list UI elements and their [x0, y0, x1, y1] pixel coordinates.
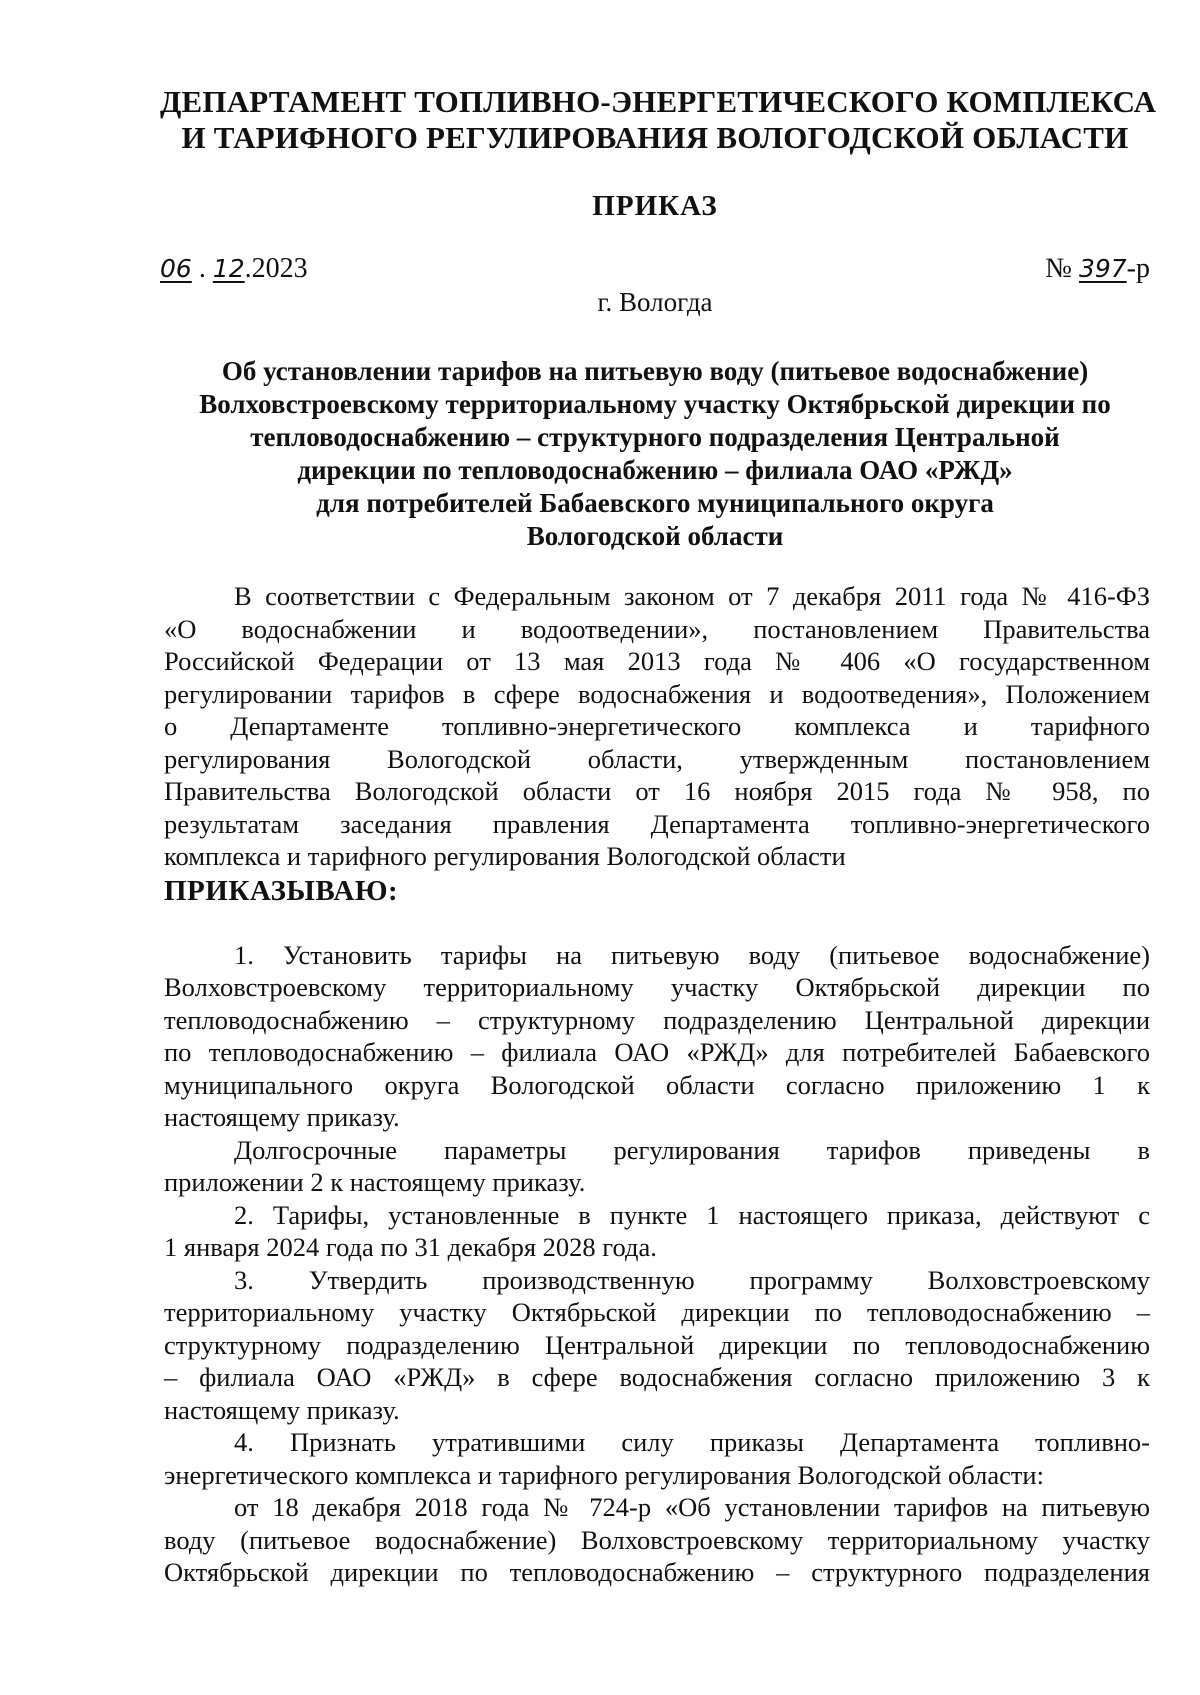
subject-line: для потребителей Бабаевского муниципального округа [316, 488, 994, 518]
date-number-line [160, 253, 1150, 287]
date-month-handwritten: 12 [212, 254, 245, 283]
number-handwritten: 397 [1078, 254, 1127, 283]
item-line: – филиала ОАО «РЖД» в сфере водоснабжения согласно приложению 3 к [164, 1362, 1150, 1392]
item-line: по тепловодоснабжению – филиала ОАО «РЖД» для потребителей Бабаевского [164, 1037, 1150, 1067]
department-name [160, 84, 1157, 156]
preamble-line: «О водоснабжении и водоотведении», постановлением Правительства [164, 613, 1150, 644]
preamble-line: Правительства Вологодской области от 16 ноября 2015 года № 958, по [164, 776, 1150, 806]
city: г. Вологда [597, 287, 713, 317]
subject-line: дирекции по тепловодоснабжению – филиала ОАО «РЖД» [297, 455, 1013, 485]
document-type: ПРИКАЗ [592, 190, 718, 222]
item-line: настоящему приказу. [164, 1394, 400, 1425]
preamble-line: Российской Федерации от 13 мая 2013 года № 406 «О государственном [164, 646, 1150, 676]
item-line: приложении 2 к настоящему приказу. [164, 1167, 586, 1197]
item-line: воду (питьевое водоснабжение) Волховстроевскому территориальному участку [164, 1524, 1150, 1555]
subject-line: Вологодской области [526, 521, 784, 551]
order-subject [160, 355, 1150, 553]
item-2 [164, 1199, 1150, 1264]
preamble-line: результатам заседания правления Департамента топливно-энергетического [164, 808, 1150, 839]
department-name-line-1: ДЕПАРТАМЕНТ ТОПЛИВНО-ЭНЕРГЕТИЧЕСКОГО КОМПЛЕКСА [160, 84, 1157, 119]
order-date: 06 . 12.2023 [160, 253, 308, 284]
preamble [164, 580, 1150, 909]
item-line: Октябрьской дирекции по тепловодоснабжению – структурного подразделения [164, 1557, 1150, 1587]
subject-line: Об установлении тарифов на питьевую воду (питьевое водоснабжение) [221, 356, 1089, 386]
order-body [164, 580, 1150, 1589]
item-line: 1 января 2024 года по 31 декабря 2028 года. [164, 1232, 657, 1262]
item-line: 1. Установить тарифы на питьевую воду (питьевое водоснабжение) [234, 939, 1150, 970]
preamble-line: регулирования Вологодской области, утвержденным постановлением [164, 743, 1150, 774]
item-line: муниципального округа Вологодской области согласно приложению 1 к [164, 1069, 1150, 1100]
preamble-line: регулировании тарифов в сфере водоснабжения и водоотведения», Положением [164, 678, 1150, 709]
date-day-handwritten: 06 [160, 254, 192, 283]
item-line: тепловодоснабжению – структурному подразделению Центральной дирекции [164, 1004, 1150, 1035]
order-number [1045, 253, 1150, 285]
preamble-line: о Департаменте топливно-энергетического комплекса и тарифного [164, 711, 1150, 741]
item-1-params [164, 1134, 1150, 1199]
department-name-line-2: И ТАРИФНОГО РЕГУЛИРОВАНИЯ ВОЛОГОДСКОЙ ОБЛАСТИ [181, 120, 1129, 155]
item-line: 4. Признать утратившими силу приказы Департамента топливно- [234, 1427, 1150, 1457]
date-year: .2023 [244, 253, 308, 284]
item-line: Волховстроевскому территориальному участку Октябрьской дирекции по [164, 972, 1150, 1002]
subject-line: тепловодоснабжению – структурного подразделения Центральной [250, 422, 1060, 452]
item-line: 3. Утвердить производственную программу Волховстроевскому [234, 1264, 1150, 1295]
item-line: энергетического комплекса и тарифного регулирования Вологодской области: [164, 1459, 1044, 1490]
subject-line: Волховстроевскому территориальному участку Октябрьской дирекции по [199, 389, 1111, 419]
item-4-list [164, 1491, 1150, 1589]
number-suffix: -р [1126, 253, 1150, 284]
item-4 [164, 1426, 1150, 1491]
preamble-line: комплекса и тарифного регулирования Вологодской области [164, 841, 846, 871]
number-prefix: № [1045, 253, 1072, 284]
item-line: структурному подразделению Центральной дирекции по тепловодоснабжению [164, 1329, 1150, 1360]
preamble-line: В соответствии с Федеральным законом от 7 декабря 2011 года № 416-ФЗ [234, 581, 1150, 611]
item-line: от 18 декабря 2018 года № 724-р «Об установлении тарифов на питьевую [234, 1492, 1150, 1522]
item-line: Долгосрочные параметры регулирования тарифов приведены в [234, 1134, 1150, 1165]
spacer [164, 909, 1150, 939]
item-3 [164, 1264, 1150, 1427]
item-line: территориальному участку Октябрьской дирекции по тепловодоснабжению – [164, 1297, 1150, 1327]
item-1 [164, 939, 1150, 1134]
item-line: 2. Тарифы, установленные в пункте 1 настоящего приказа, действуют с [234, 1199, 1150, 1230]
item-line: настоящему приказу. [164, 1102, 400, 1132]
decree-word: ПРИКАЗЫВАЮ: [164, 874, 399, 907]
